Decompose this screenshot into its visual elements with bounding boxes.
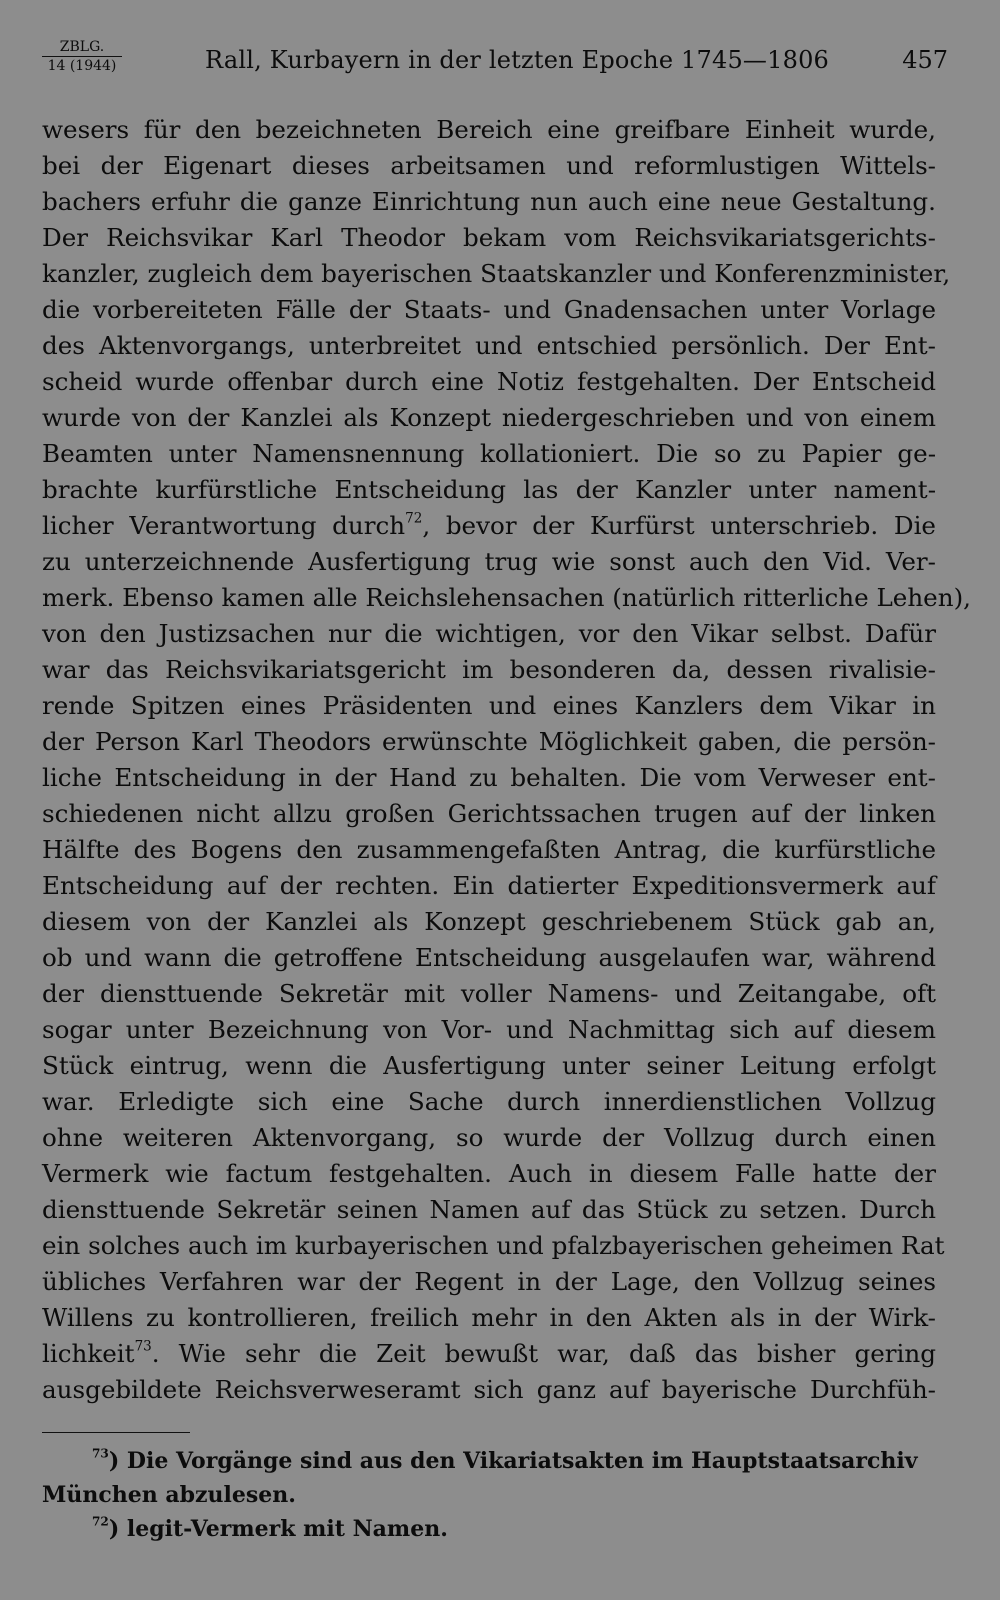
text-line: bachers erfuhr die ganze Einrichtung nun auch eine neue Gestaltung. xyxy=(42,187,936,216)
text-line: wesers für den bezeichneten Bereich eine greifbare Einheit wurde, xyxy=(42,115,936,144)
text-line: diesem von der Kanzlei als Konzept geschriebenem Stück gab an, xyxy=(42,907,936,936)
text-line: Hälfte des Bogens den zusammengefaßten Antrag, die kurfürstliche xyxy=(42,835,936,864)
text-line: die vorbereiteten Fälle der Staats- und Gnadensachen unter Vorlage xyxy=(42,295,936,324)
text-line: von den Justizsachen nur die wichtigen, vor den Vikar selbst. Dafür xyxy=(42,619,936,648)
text-line: übliches Verfahren war der Regent in der Lage, den Vollzug seines xyxy=(42,1267,936,1296)
body-text xyxy=(42,112,971,1408)
text-line: schiedenen nicht allzu großen Gerichtssachen trugen auf der linken xyxy=(42,799,936,828)
text-line: der Person Karl Theodors erwünschte Möglichkeit gaben, die persön- xyxy=(42,727,936,756)
footnote-number: 72 xyxy=(92,1514,109,1529)
text-line: ob und wann die getroffene Entscheidung ausgelaufen war, während xyxy=(42,943,936,972)
text-line: Stück eintrug, wenn die Ausfertigung unter seiner Leitung erfolgt xyxy=(42,1051,936,1080)
text-line-with-footnote xyxy=(42,1336,936,1372)
text-line: Entscheidung auf der rechten. Ein datierter Expeditionsvermerk auf xyxy=(42,871,936,900)
footnote-ref-72[interactable]: 72 xyxy=(405,510,423,527)
journal-reference xyxy=(42,38,122,75)
text-line: ein solches auch im kurbayerischen und pfalzbayerischen geheimen Rat xyxy=(42,1231,945,1260)
text-fragment: , bevor der Kurfürst unterschrieb. Die xyxy=(422,511,936,540)
text-line: sogar unter Bezeichnung von Vor- und Nachmittag sich auf diesem xyxy=(42,1015,936,1044)
text-line: kanzler, zugleich dem bayerischen Staatskanzler und Konferenzminister, xyxy=(42,259,951,288)
text-line: merk. Ebenso kamen alle Reichslehensachen (natürlich ritterliche Lehen), xyxy=(42,583,971,612)
footnote-73-continued: München abzulesen. xyxy=(42,1482,296,1508)
footnotes xyxy=(42,1444,936,1546)
text-line: ausgebildete Reichsverweseramt sich ganz auf bayerische Durchfüh- xyxy=(42,1375,936,1404)
footnote-text: ) Die Vorgänge sind aus den Vikariatsakten im Hauptstaatsarchiv xyxy=(108,1448,918,1474)
footnote-72 xyxy=(42,1512,936,1546)
text-fragment: . Wie sehr die Zeit bewußt war, daß das bisher gering xyxy=(151,1339,936,1368)
footnote-ref-73[interactable]: 73 xyxy=(134,1338,152,1355)
footnote-text: ) legit-Vermerk mit Namen. xyxy=(108,1516,448,1542)
page-number: 457 xyxy=(902,46,948,74)
text-line: diensttuende Sekretär seinen Namen auf das Stück zu setzen. Durch xyxy=(42,1195,936,1224)
text-line: Willens zu kontrollieren, freilich mehr in den Akten als in der Wirk- xyxy=(42,1303,936,1332)
text-line: bei der Eigenart dieses arbeitsamen und reformlustigen Wittels- xyxy=(42,151,936,180)
text-line: des Aktenvorgangs, unterbreitet und entschied persönlich. Der Ent- xyxy=(42,331,936,360)
text-line: zu unterzeichnende Ausfertigung trug wie sonst auch den Vid. Ver- xyxy=(42,547,936,576)
text-line: Der Reichsvikar Karl Theodor bekam vom Reichsvikariatsgerichts- xyxy=(42,223,936,252)
footnote-divider xyxy=(42,1432,190,1433)
text-line: liche Entscheidung in der Hand zu behalten. Die vom Verweser ent- xyxy=(42,763,936,792)
text-line: wurde von der Kanzlei als Konzept niedergeschrieben und von einem xyxy=(42,403,936,432)
text-line: brachte kurfürstliche Entscheidung las der Kanzler unter nament- xyxy=(42,475,936,504)
text-line: rende Spitzen eines Präsidenten und eines Kanzlers dem Vikar in xyxy=(42,691,936,720)
text-line: Beamten unter Namensnennung kollationiert. Die so zu Papier ge- xyxy=(42,439,936,468)
footnote-73 xyxy=(42,1444,936,1478)
text-line: scheid wurde offenbar durch eine Notiz festgehalten. Der Entscheid xyxy=(42,367,936,396)
text-line: Vermerk wie factum festgehalten. Auch in diesem Falle hatte der xyxy=(42,1159,936,1188)
text-line-with-footnote xyxy=(42,508,936,544)
text-fragment: lichkeit xyxy=(42,1339,135,1368)
journal-title: ZBLG. xyxy=(42,38,122,57)
text-line: der diensttuende Sekretär mit voller Namens- und Zeitangabe, oft xyxy=(42,979,936,1008)
footnote-number: 73 xyxy=(92,1446,109,1461)
journal-volume: 14 (1944) xyxy=(47,58,117,74)
text-line: war. Erledigte sich eine Sache durch innerdienstlichen Vollzug xyxy=(42,1087,936,1116)
text-line: war das Reichsvikariatsgericht im besonderen da, dessen rivalisie- xyxy=(42,655,936,684)
text-line: ohne weiteren Aktenvorgang, so wurde der Vollzug durch einen xyxy=(42,1123,936,1152)
running-title: Rall, Kurbayern in der letzten Epoche 1745—1806 xyxy=(205,46,830,74)
text-fragment: licher Verantwortung durch xyxy=(42,511,406,540)
